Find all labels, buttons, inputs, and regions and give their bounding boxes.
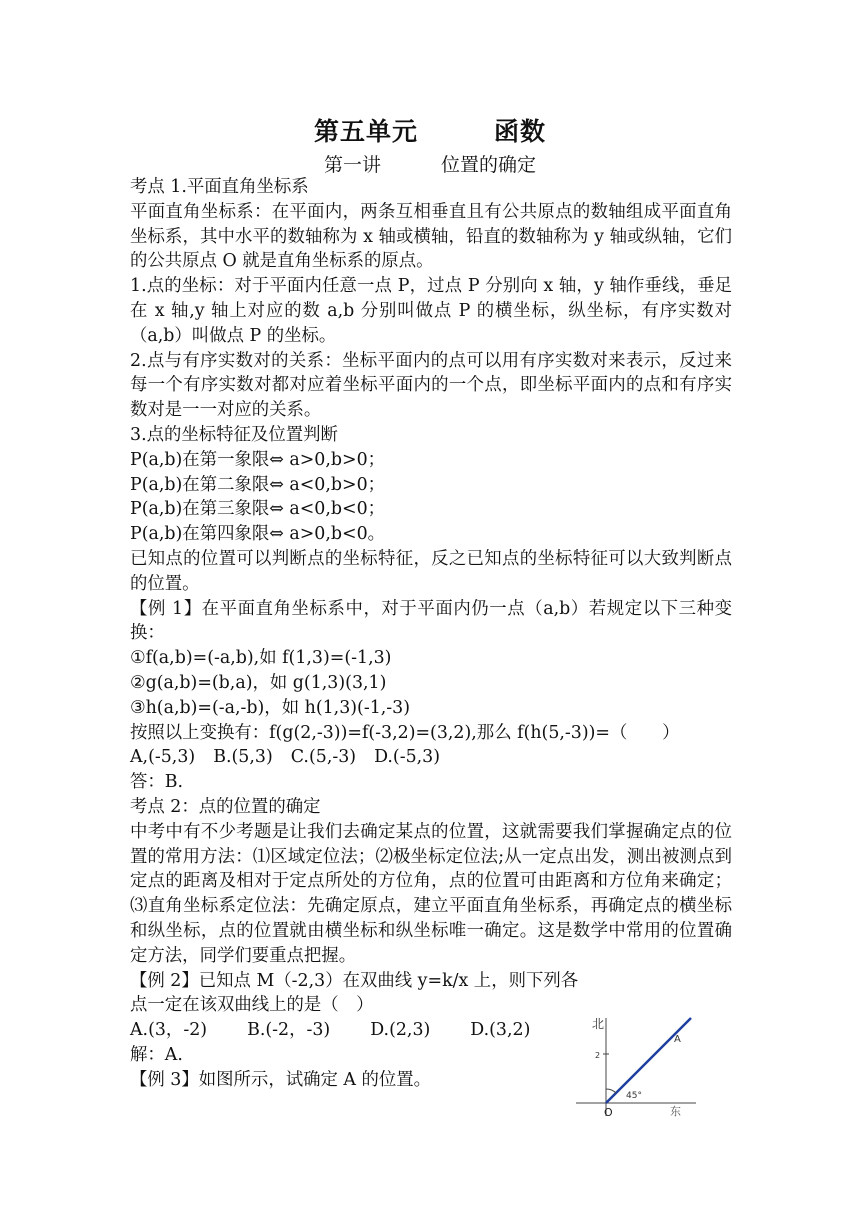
option: A.(3，-2) bbox=[130, 1020, 208, 1041]
option: A,(-5,3) bbox=[130, 747, 196, 768]
example-1-transform-1: ①f(a,b)=(-a,b),如 f(1,3)=(-1,3) bbox=[130, 648, 392, 669]
section-heading-2: 考点 2：点的位置的确定 bbox=[130, 796, 321, 817]
section-heading-1: 考点 1.平面直角坐标系 bbox=[130, 177, 309, 197]
unit-label: 第五单元 bbox=[313, 117, 418, 146]
ray-oa bbox=[606, 1018, 691, 1103]
north-label: 北 bbox=[592, 1017, 605, 1031]
quadrant-rule-4: P(a,b)在第四象限⇔ a>0,b<0。 bbox=[130, 524, 386, 545]
east-label: 东 bbox=[670, 1105, 681, 1118]
lecture-title bbox=[0, 150, 860, 177]
example-1-transform-2: ②g(a,b)=(b,a)，如 g(1,3)(3,1) bbox=[130, 672, 387, 693]
option: C.(5,-3) bbox=[290, 747, 357, 768]
tick-label: 2 bbox=[595, 1051, 601, 1060]
document-body bbox=[130, 175, 732, 1092]
example-2-answer: 解：A. bbox=[130, 1044, 183, 1065]
paragraph-quadrant-heading: 3.点的坐标特征及位置判断 bbox=[130, 424, 338, 445]
example-1-options bbox=[130, 745, 732, 770]
example-1: 【例 1】在平面直角坐标系中，对于平面内仍一点（a,b）若规定以下三种变换： bbox=[130, 598, 732, 644]
direction-diagram bbox=[570, 1012, 700, 1120]
option: B.(-2，-3) bbox=[247, 1020, 331, 1041]
quadrant-rule-1: P(a,b)在第一象限⇔ a>0,b>0； bbox=[130, 449, 386, 470]
paragraph-point-coordinates: 1.点的坐标：对于平面内任意一点 P，过点 P 分别向 x 轴，y 轴作垂线，垂足在 x 轴,y 轴上对应的数 a,b 分别叫做点 P 的横坐标，纵坐标，有序实数对（a,b）叫做点 P 的坐标。 bbox=[130, 276, 732, 346]
paragraph-intro: 平面直角坐标系：在平面内，两条互相垂直且有公共原点的数轴组成平面直角坐标系，其中水平的数轴称为 x 轴或横轴，铅直的数轴称为 y 轴或纵轴，它们的公共原点 O 就是直角坐标系的原点。 bbox=[130, 201, 732, 272]
unit-topic: 函数 bbox=[494, 117, 547, 146]
example-3: 【例 3】如图所示，试确定 A 的位置。 bbox=[130, 1069, 432, 1090]
lecture-topic: 位置的确定 bbox=[441, 154, 537, 176]
option: B.(5,3) bbox=[213, 747, 273, 768]
angle-arc bbox=[606, 1089, 616, 1093]
paragraph-point-pair-relation: 2.点与有序实数对的关系：坐标平面内的点可以用有序实数对来表示，反过来每一个有序实数对都对应着坐标平面内的一个点，即坐标平面内的点和有序实数对是一一对应的关系。 bbox=[130, 350, 732, 421]
option: D.(3,2) bbox=[470, 1020, 531, 1041]
example-2: 【例 2】已知点 M（-2,3）在双曲线 y=k/x 上，则下列各点一定在该双曲线上的是（ ） bbox=[130, 970, 579, 1016]
example-1-answer: 答：B. bbox=[130, 772, 184, 793]
unit-title bbox=[0, 112, 860, 148]
point-a-label: A bbox=[674, 1034, 681, 1045]
paragraph-position-methods: 中考中有不少考题是让我们去确定某点的位置，这就需要我们掌握确定点的位置的常用方法：⑴区域定位法；⑵极坐标定位法;从一定点出发，测出被测点到定点的距离及相对于定点所处的方位角，点的位置可由距离和方位角来确定；⑶直角坐标系定位法：先确定原点，建立平面直角坐标系，再确定点的横坐标和纵坐标，点的位置就由横坐标和纵坐标唯一确定。这是数学中常用的位置确定方法，同学们要重点把握。 bbox=[130, 821, 732, 966]
example-1-question: 按照以上变换有：f(g(2,-3))=f(-3,2)=(3,2),那么 f(h(5,-3))=（ ） bbox=[130, 722, 680, 743]
lecture-label: 第一讲 bbox=[323, 154, 381, 176]
example-1-transform-3: ③h(a,b)=(-a,-b)，如 h(1,3)(-1,-3) bbox=[130, 697, 411, 718]
option: D.(2,3) bbox=[370, 1020, 431, 1041]
angle-label: 45° bbox=[626, 1091, 642, 1101]
paragraph-summary: 已知点的位置可以判断点的坐标特征，反之已知点的坐标特征可以大致判断点的位置。 bbox=[130, 548, 732, 594]
quadrant-rule-2: P(a,b)在第二象限⇔ a<0,b>0； bbox=[130, 474, 386, 495]
quadrant-rule-3: P(a,b)在第三象限⇔ a<0,b<0； bbox=[130, 499, 386, 520]
origin-label: O bbox=[604, 1106, 613, 1119]
option: D.(-5,3) bbox=[374, 747, 441, 768]
